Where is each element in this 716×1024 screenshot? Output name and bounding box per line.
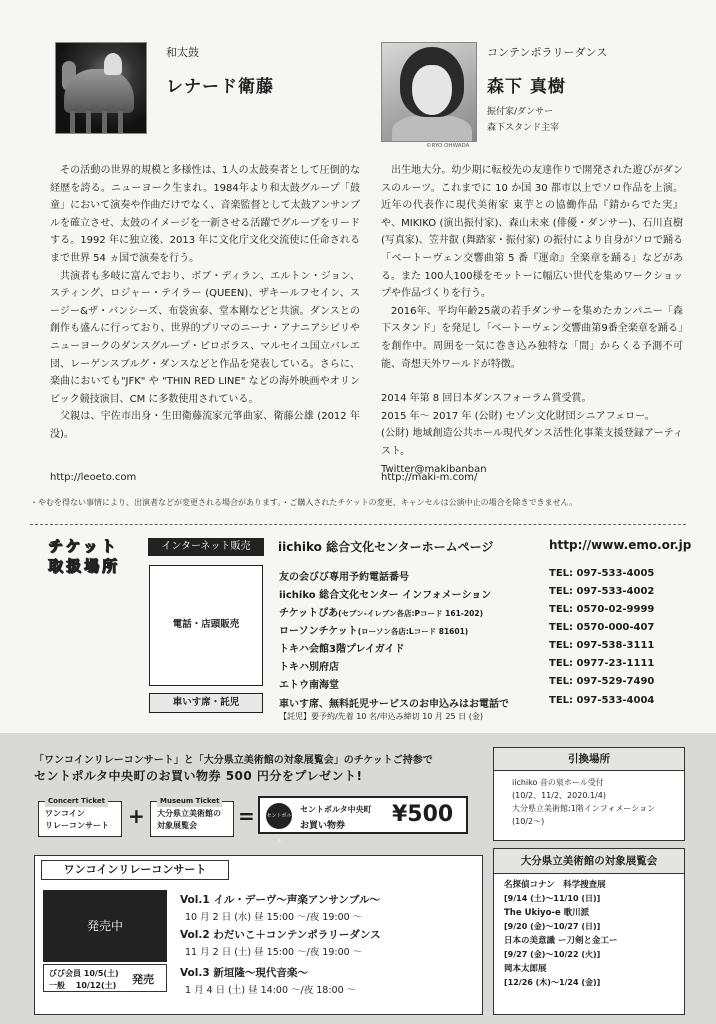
chip-line: ワンコイン <box>45 809 85 818</box>
on-sale-badge: 発売中 <box>43 890 167 962</box>
member-sale-date: びび会員 10/5(土) <box>49 969 119 978</box>
general-sale-date: 一般 10/12(土) <box>49 981 117 990</box>
artist2-name: 森下 真樹 <box>487 77 566 97</box>
maki-morishita-photo <box>381 42 477 142</box>
exchange-line: (10/2、11/2、2020.1/4) <box>512 791 606 800</box>
centporta-logo-icon: セントポルタ <box>266 803 292 829</box>
exhibition-date: [9/14 (土)～11/10 (日)] <box>504 894 601 903</box>
promo-line: 「ワンコインリレーコンサート」と「大分県立美術館の対象展覧会」のチケットご持参で <box>34 755 433 766</box>
disclaimer-note: ・やむを得ない事情により、出演者などが変更される場合があります。・ご購入されたチケットの変更、キャンセルは公演中止の場合を除きできません。 <box>30 498 578 507</box>
chip-line: 対象展覧会 <box>157 821 197 830</box>
artist2-subtitle <box>487 104 559 136</box>
museum-ticket-chip <box>150 797 234 837</box>
ticket-row: トキハ別府店 TEL: 0977-23-1111 <box>279 658 655 673</box>
museum-title: 大分県立美術館の対象展覧会 <box>494 849 684 874</box>
exhibition-name: The Ukiyo-e 歌川派 <box>504 908 590 918</box>
vol3-date: 1 月 4 日 (土) 昼 14:00 ～/夜 18:00 ～ <box>185 985 357 996</box>
artist2-url-link[interactable]: http://maki-m.com/ <box>381 472 478 483</box>
dashed-divider <box>30 524 686 525</box>
wheelchair-row: 車いす席、無料託児サービスのお申込みはお電話で TEL: 097-533-4004 <box>279 695 655 710</box>
phone-number[interactable]: TEL: 097-533-4005 <box>549 568 655 579</box>
bio-paragraph: 共演者も多岐に富んでおり、ボブ・ディラン、エルトン・ジョン、スティング、ロジャー・テイラー (QUEEN)、ザキールフセイン、スージー&ザ・バンシーズ、布袋寅泰、堂本剛などと共演。ダンスとの創作も盛んに行っており、世界的プリマのニーナ・アナニアシビリやニューヨークのダンスグループ・ピロボラス、マルセイユ国立バレエ団、レーゲンスブルグ・ダンスなどと作品を発表している。さらに、楽曲においても"JFK" や "THIN RED LINE" などの海外映画やオリンピック競技演目、CM に多数使用されている。 <box>50 270 360 405</box>
award-line: 2014 年第 8 回日本ダンスフォーラム賞受賞。 <box>381 393 592 405</box>
artist2-subtitle-line: 振付家/ダンサー <box>487 107 554 117</box>
coupon-amount: ¥500 <box>392 802 454 827</box>
concert-box <box>34 855 483 1015</box>
award-line: 2015 年～ 2017 年 (公財) セゾン文化財団シニアフェロー。 <box>381 410 655 422</box>
phone-number[interactable]: TEL: 097-529-7490 <box>549 676 655 687</box>
promo-headline: セントポルタ中央町のお買い物券 500 円分をプレゼント! <box>34 769 363 783</box>
photo-credit: ©RYO OHWADA <box>426 143 470 149</box>
bio-paragraph: 2016年、平均年齢25歳の若手ダンサーを集めたカンパニー「森下スタンド」を発足し「ベートーヴェン交響曲第9番全楽章を踊る」を創作中。周囲を一気に巻き込み独特な「間」からくる予測不可能、奇想天外ワールドが特徴。 <box>381 305 683 370</box>
exhibition-name: 日本の美意識 ー刀剣と金工ー <box>504 936 618 946</box>
wheelchair-label: 車いす席・託児 <box>149 693 263 713</box>
ticket-row: チケットぴあ(セブン-イレブン各店:Pコード 161-202) TEL: 0570-02-9999 <box>279 604 655 619</box>
coupon-label: お買い物券 <box>300 821 346 831</box>
sale-label: 発売 <box>132 973 154 986</box>
phone-number[interactable]: TEL: 0977-23-1111 <box>549 658 655 669</box>
ticket-row: ローソンチケット(ローソン各店:Lコード 81601) TEL: 0570-000-407 <box>279 622 655 637</box>
bio-paragraph: 父親は、宇佐市出身・生田衛藤流家元箏曲家、衛藤公雄 (2012 年没)。 <box>50 411 360 440</box>
phone-store-sales-box <box>149 565 263 686</box>
exchange-box <box>493 747 685 841</box>
coupon-name: セントポルタ中央町 <box>300 805 372 814</box>
chip-tag: Concert Ticket <box>45 795 108 807</box>
museum-box <box>493 848 685 1015</box>
exhibition-name: 岡本太郎展 <box>504 964 547 974</box>
bio-paragraph: その活動の世界的規模と多様性は、1人の太鼓奏者として圧倒的な経歴を誇る。ニューヨーク生まれ。1984年より和太鼓グループ「鼓童」において演奏や作曲だけでなく、音楽監督として太鼓アンサンブルを確立させ、太鼓のイメージを一新させる活躍でグループをリードする。1992 年に独立後、2013 年に文化庁文化交流使に任命されるまで世界 54 ヵ国で演奏を行う。 <box>50 165 360 264</box>
exchange-line: iichiko 音の泉ホール受付 <box>512 778 604 787</box>
phone-number[interactable]: TEL: 097-538-3111 <box>549 640 655 651</box>
internet-sales-label: インターネット販売 <box>148 538 264 556</box>
phone-number[interactable]: TEL: 0570-000-407 <box>549 622 655 633</box>
artist1-name: レナード衛藤 <box>166 77 274 97</box>
twitter-handle: Twitter@makibanban <box>381 463 487 475</box>
sale-dates <box>43 964 167 992</box>
artist1-bio <box>50 162 360 444</box>
vol3-title: Vol.3 新垣隆～現代音楽～ <box>180 967 308 979</box>
plus-sign: + <box>128 804 145 828</box>
exhibition-date: [9/20 (金)～10/27 (日)] <box>504 922 601 931</box>
artist2-bio <box>381 162 683 478</box>
phone-number[interactable]: TEL: 097-533-4004 <box>549 695 655 706</box>
exhibition-date: [12/26 (木)～1/24 (金)] <box>504 978 601 987</box>
exhibition-date: [9/27 (金)～10/22 (火)] <box>504 950 601 959</box>
web-name: iichiko 総合文化センターホームページ <box>278 540 494 554</box>
concert-ticket-chip <box>38 797 122 837</box>
chip-line: 大分県立美術館の <box>157 809 221 818</box>
artist2-subtitle-line: 森下スタンド主宰 <box>487 123 560 133</box>
chip-tag: Museum Ticket <box>157 795 222 807</box>
award-line: (公財) 地域創造公共ホール現代ダンス活性化事業支援登録アーティスト。 <box>381 428 683 457</box>
concert-title: ワンコインリレーコンサート <box>41 860 229 880</box>
store-label: 電話・店頭販売 <box>172 619 240 630</box>
vol2-date: 11 月 2 日 (土) 昼 15:00 ～/夜 19:00 ～ <box>185 947 363 958</box>
exhibition-name: 名探偵コナン 科学捜査展 <box>504 880 606 890</box>
phone-number[interactable]: TEL: 0570-02-9999 <box>549 604 655 615</box>
bio-paragraph: 出生地大分。幼少期に転校先の友達作りで開発された遊びがダンスのルーツ。これまでに 10 か国 30 都市以上でソロ作品を上演。近年の代表作に現代美術家 東芋との協働作品『錆からでた実』や、MIKIKO (演出振付家)、森山未來 (俳優・ダンサー)、石川直樹 (写真家)、笠井叡 (舞踏家・振付家) の振付により自身がソロで踊る「ベートーヴェン交響曲第 5 番『運命』全楽章を踊る」などがある。また 100人100様をモットーに幅広い世代を集めワークショップや作品づくりを行う。 <box>381 165 683 300</box>
exchange-line: (10/2～) <box>512 817 545 826</box>
childcare-note: 【託児】要予約/先着 10 名/申込み締切 10 月 25 日 (金) <box>279 712 483 721</box>
vol1-date: 10 月 2 日 (水) 昼 15:00 ～/夜 19:00 ～ <box>185 912 363 923</box>
ticket-row: トキハ会館3階プレイガイド TEL: 097-538-3111 <box>279 640 655 655</box>
ticket-row: 友の会びび専用予約電話番号 TEL: 097-533-4005 <box>279 568 655 583</box>
leonard-eto-photo <box>55 42 147 134</box>
web-url-link[interactable]: http://www.emo.or.jp <box>549 538 692 552</box>
equals-sign: = <box>238 804 255 828</box>
ticket-row: iichiko 総合文化センター インフォメーション TEL: 097-533-4002 <box>279 586 655 601</box>
exchange-title: 引換場所 <box>494 748 684 771</box>
ticket-section-title: チケット取扱場所 <box>48 537 121 575</box>
artist1-url-link[interactable]: http://leoeto.com <box>50 472 137 483</box>
artist1-role: 和太鼓 <box>166 46 199 59</box>
exchange-line: 大分県立美術館:1階インフォメーション <box>512 804 656 813</box>
artist2-role: コンテンポラリーダンス <box>487 46 608 59</box>
chip-line: リレーコンサート <box>45 821 109 830</box>
shopping-coupon <box>258 796 468 845</box>
vol1-title: Vol.1 イル・デーヴ～声楽アンサンブル～ <box>180 894 380 906</box>
vol2-title: Vol.2 わだいこ＋コンテンポラリーダンス <box>180 929 381 941</box>
ticket-row: エトウ南海堂 TEL: 097-529-7490 <box>279 676 655 691</box>
phone-number[interactable]: TEL: 097-533-4002 <box>549 586 655 597</box>
